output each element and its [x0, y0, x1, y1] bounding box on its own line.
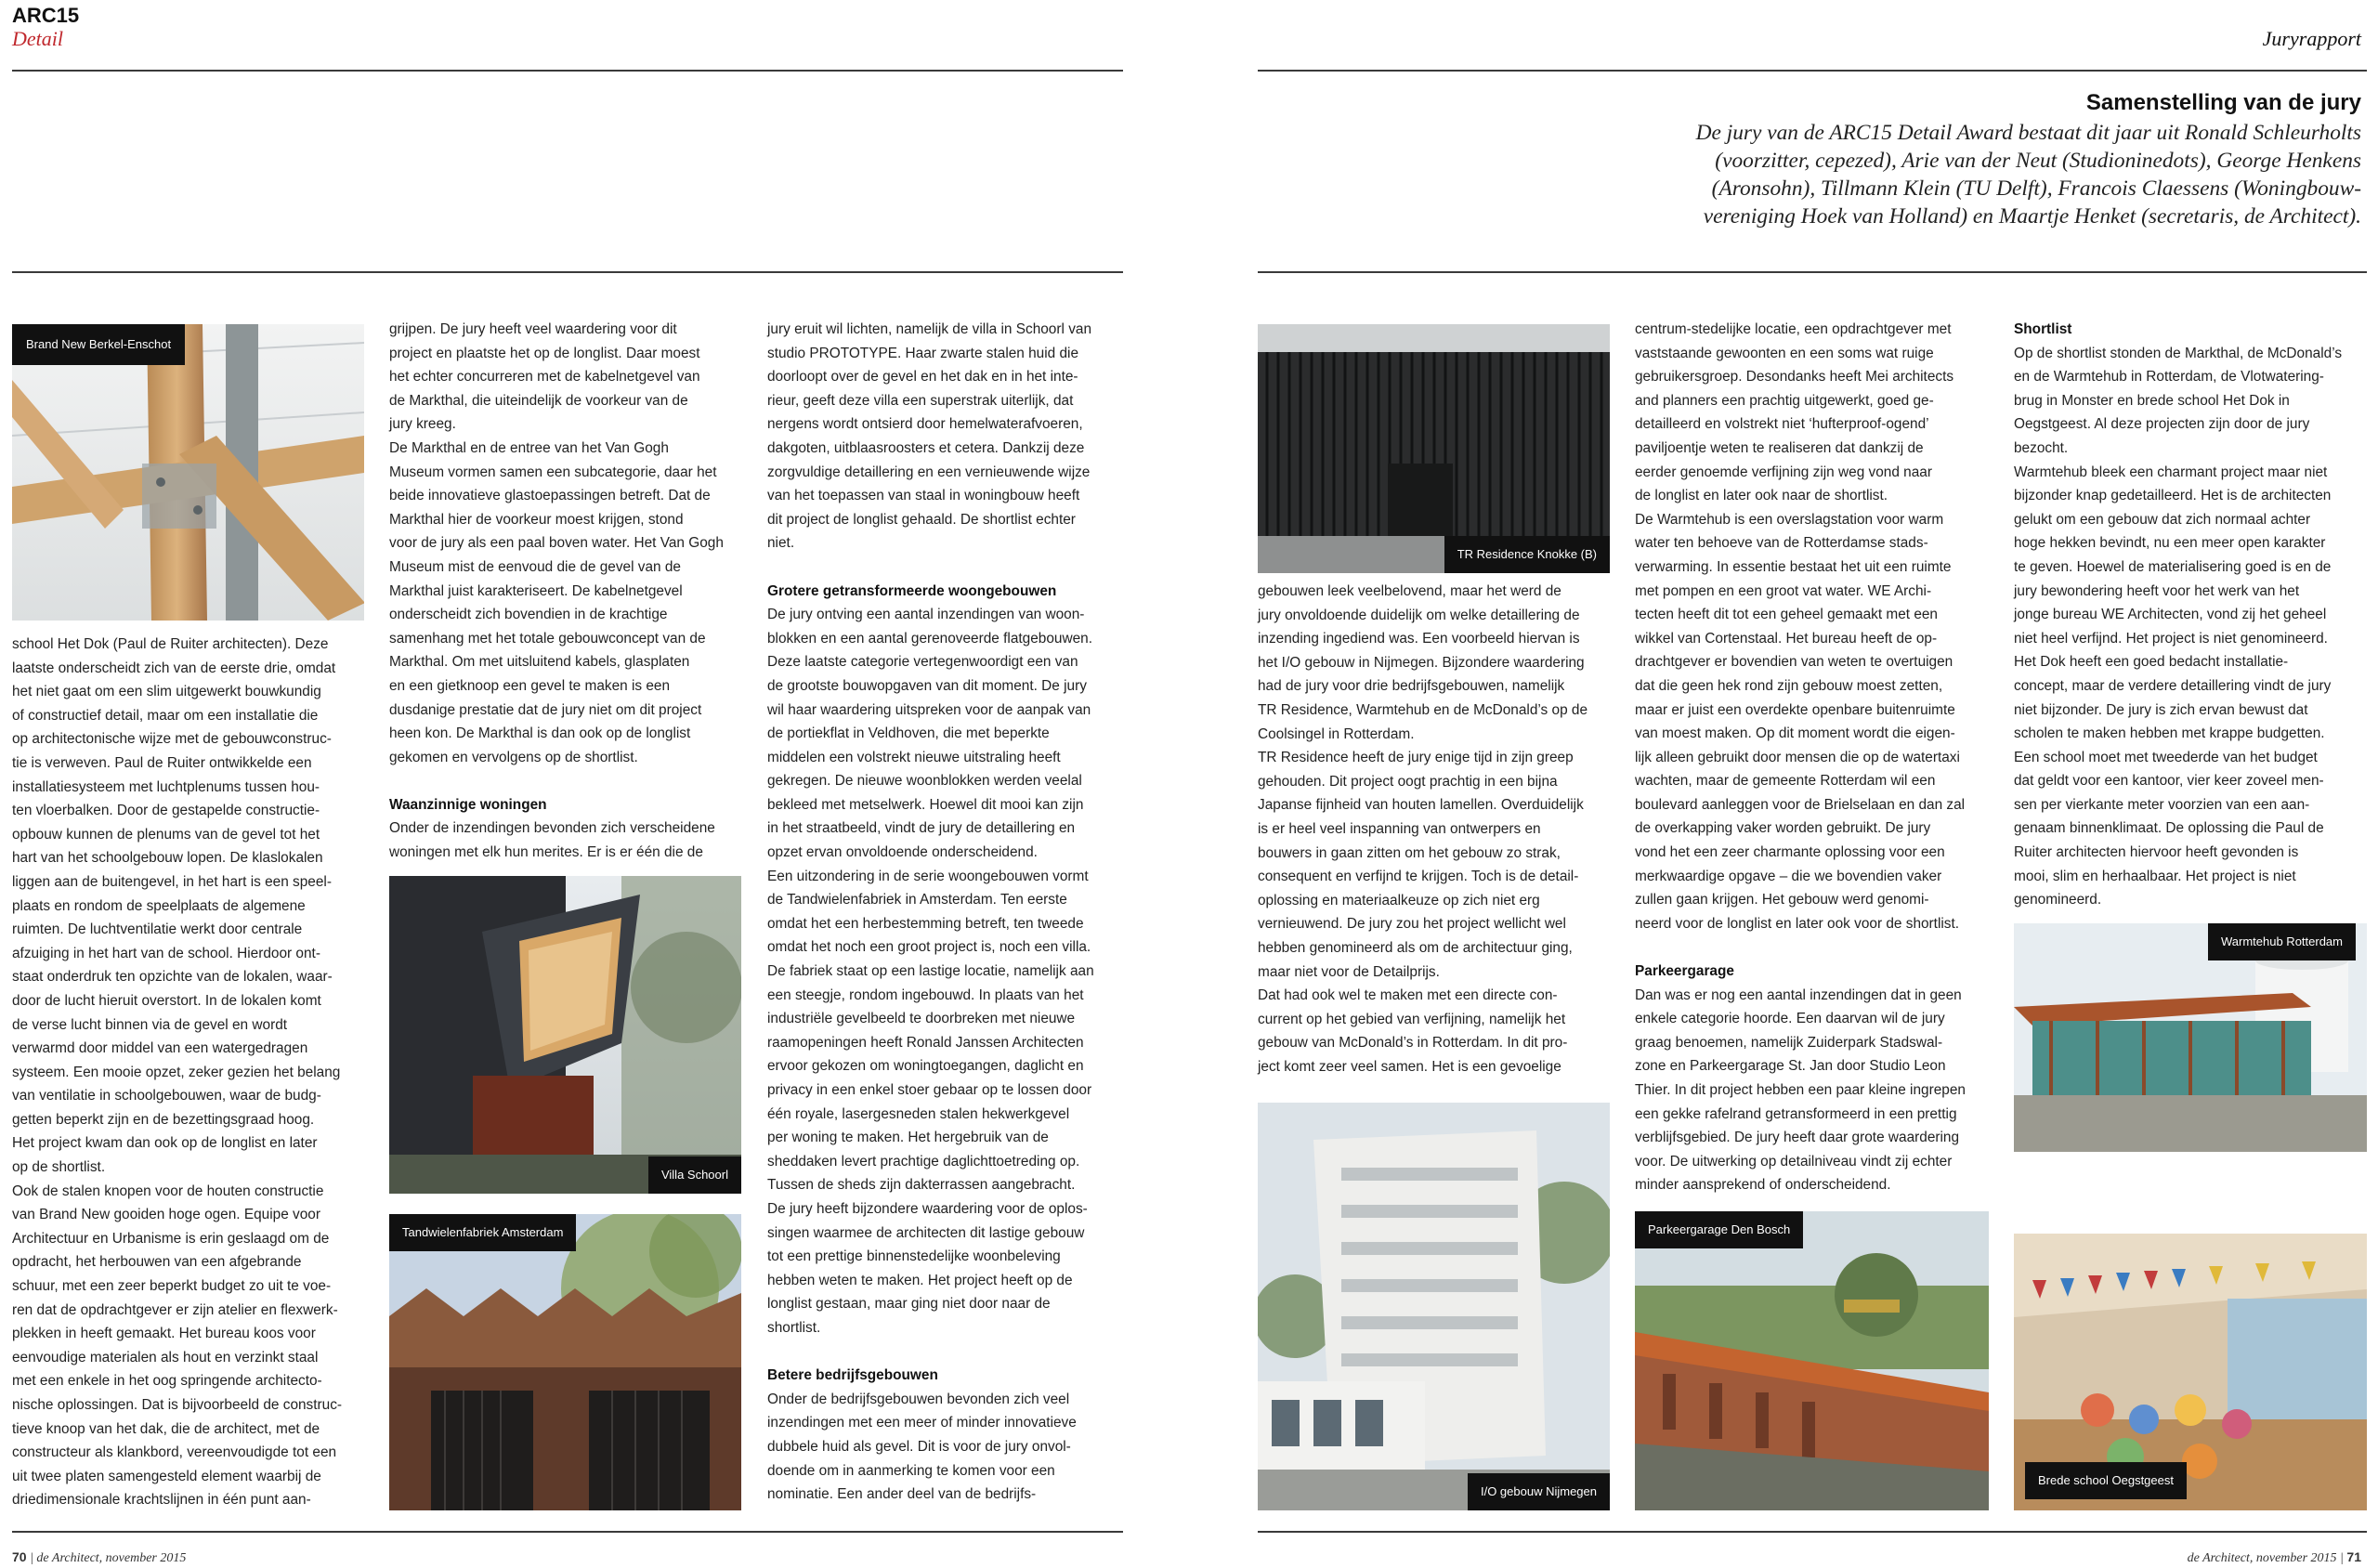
section-label: Detail — [12, 27, 63, 50]
text-line: oplossing en materiaalkeuze op zich niet erg — [1258, 892, 1540, 908]
text-line: studio PROTOTYPE. Haar zwarte stalen huid die — [767, 345, 1079, 361]
text-line: shortlist. — [767, 1319, 821, 1336]
text-line: hart van het schoolgebouw lopen. De klaslokalen — [12, 850, 323, 867]
text-column-5 — [1635, 318, 1993, 1197]
text-line: niet. — [767, 535, 795, 552]
text-line: project en plaatste het op de longlist. Daar moest — [389, 345, 700, 361]
text-line: paviljoentje weten te realiseren dat dankzij de — [1635, 439, 1924, 456]
text-line: bezocht. — [2014, 439, 2069, 456]
text-line: jury kreeg. — [389, 416, 456, 433]
caption-warmtehub: Warmtehub Rotterdam — [2208, 923, 2356, 960]
text-column-3 — [767, 318, 1125, 1507]
subheading: Parkeergarage — [1635, 963, 1734, 980]
text-line: drachtgever er bovendien van weten te overtuigen — [1635, 654, 1953, 671]
subheading: Waanzinnige woningen — [389, 796, 547, 813]
text-line: longlist gestaan, maar ging niet door naar de — [767, 1296, 1051, 1313]
text-line: blokken en een aantal gerenoveerde flatgebouwen. — [767, 630, 1092, 647]
text-line: gebruikersgroep. Desondanks heeft Mei architects — [1635, 369, 1954, 385]
text-line: met pompen en een groot vat water. WE Archi- — [1635, 582, 1932, 599]
text-line: Dat had ook wel te maken met een directe con- — [1258, 987, 1558, 1004]
text-column-1 — [12, 633, 370, 1512]
subheading: Shortlist — [2014, 321, 2072, 337]
text-line: het echter concurreren met de kabelnetgevel van — [389, 369, 700, 385]
body-paragraph — [2014, 342, 2371, 912]
text-line: vernieuwend. De jury zou het project wellicht wel — [1258, 916, 1566, 933]
text-line: bijzonder knap gedetailleerd. Het is de architecten — [2014, 488, 2332, 504]
text-line: boulevard aanleggen voor de Brielselaan en dan zal — [1635, 796, 1966, 813]
caption-io-gebouw: I/O gebouw Nijmegen — [1468, 1473, 1610, 1510]
text-line: wikkel van Cortenstaal. Het bureau heeft de op- — [1635, 630, 1938, 647]
text-line: maar er juist een overdekte openbare buitenruimte — [1635, 701, 1955, 718]
body-paragraph — [1635, 984, 1993, 1197]
text-line: de grootste bouwopgaven van dit moment. De jury — [767, 677, 1087, 694]
text-line: dusdanige prestatie dat de jury niet om dit project — [389, 701, 702, 718]
body-paragraph — [1635, 318, 1993, 935]
text-line: rieur, geeft deze villa een superstrak uiterlijk, dat — [767, 392, 1074, 409]
text-line: en een gietknoop een gevel te maken is een — [389, 677, 671, 694]
text-line: neerd voor de longlist en later ook voor de shortlist. — [1635, 915, 1960, 932]
subheading: Grotere getransformeerde woongebouwen — [767, 582, 1057, 599]
text-line: Een uitzondering in de serie woongebouwen vormt — [767, 868, 1089, 884]
text-line: jury onvoldoende duidelijk om welke detaillering de — [1258, 607, 1580, 623]
body-paragraph — [12, 633, 370, 1512]
caption-brede-school: Brede school Oegstgeest — [2025, 1462, 2187, 1499]
text-line: schuur, met een zeer beperkt budget zo uit te voe- — [12, 1278, 332, 1295]
text-line: centrum-stedelijke locatie, een opdrachtgever met — [1635, 321, 1952, 337]
text-line: De fabriek staat op een lastige locatie, namelijk aan — [767, 963, 1094, 980]
text-line: dat die geen hek rond zijn gebouw moest zetten, — [1635, 677, 1943, 694]
text-line: systeem. Een mooie opzet, zeker gezien het belang — [12, 1064, 341, 1080]
text-line: De jury ontving een aantal inzendingen van woon- — [767, 607, 1085, 623]
text-line: afzuiging in het hart van de school. Hierdoor ont- — [12, 945, 320, 961]
text-line: te geven. Hoewel de materialisering goed is en de — [2014, 558, 2332, 575]
text-line: door de lucht hieruit overstort. In de lokalen komt — [12, 992, 321, 1009]
text-line: hebben weten te maken. Het project heeft op de — [767, 1272, 1073, 1288]
text-line: verwarmd door middel van een watergedragen — [12, 1040, 308, 1057]
jury-text — [1525, 119, 2361, 230]
text-line: Oegstgeest. Al deze projecten zijn door de jury — [2014, 416, 2310, 433]
text-line: industriële gevelbeeld te doorbreken met nieuwe — [767, 1011, 1076, 1027]
text-line: genomineerd. — [2014, 892, 2102, 908]
text-line: ervoor gekozen om woningtoegangen, daglicht en — [767, 1058, 1084, 1075]
text-line: tie is verweven. Paul de Ruiter ontwikkelde een — [12, 754, 312, 771]
text-line: merkwaardige opgave – die we bovendien vaker — [1635, 868, 1942, 884]
text-line: niet heel verfijnd. Het project is niet genomineerd. — [2014, 630, 2328, 647]
text-line: dat geldt voor een kantoor, vier keer zoveel men- — [2014, 773, 2324, 790]
text-line: de Tandwielenfabriek in Amsterdam. Ten eerste — [767, 892, 1067, 908]
text-line: constructeur als klankbord, vereenvoudigde tot een — [12, 1444, 337, 1461]
text-line: De Warmtehub is een overslagstation voor warm — [1635, 511, 1944, 528]
text-line: gebouw van McDonald’s in Rotterdam. In dit pro- — [1258, 1035, 1568, 1052]
text-line: gekregen. De nieuwe woonblokken werden veelal — [767, 773, 1082, 790]
page-number-left: 70 — [12, 1549, 27, 1564]
text-line: van moest maken. Op dit moment wordt die eigen- — [1635, 725, 1955, 742]
text-line: enkele categorie hoorde. Een daarvan wil de jury — [1635, 1011, 1945, 1027]
text-line: lijk alleen gebruikt door mensen die op de watertaxi — [1635, 749, 1960, 765]
text-line: middelen een volstrekt nieuwe uitstraling heeft — [767, 749, 1061, 765]
footer-right — [2188, 1549, 2361, 1567]
text-line: gelukt om een gebouw dat zich normaal achter — [2014, 511, 2311, 528]
text-line: van ventilatie in schoolgebouwen, waar de budg- — [12, 1088, 321, 1104]
text-line: bouwers in gaan zitten om het gebouw zo strak, — [1258, 844, 1561, 861]
photo-tr-residence — [1258, 324, 1610, 573]
text-line: of constructief detail, maar om een installatie die — [12, 707, 319, 724]
text-line: bekleed met metselwerk. Hoewel dit mooi kan zijn — [767, 796, 1084, 813]
text-line: installatiesysteem met luchtplenums tussen hou- — [12, 778, 320, 795]
text-line: Warmtehub bleek een charmant project maar niet — [2014, 464, 2328, 480]
text-line: raamopeningen heeft Ronald Janssen Architecten — [767, 1034, 1084, 1051]
text-line: sen per vierkante meter voorzien van een aan- — [2014, 796, 2310, 813]
text-line: de longlist en later ook naar de shortlist. — [1635, 488, 1888, 504]
text-line: TR Residence heeft de jury enige tijd in zijn greep — [1258, 750, 1574, 766]
photo-parkeergarage — [1635, 1211, 1989, 1510]
text-line: nergens wordt ontsierd door hemelwaterafvoeren, — [767, 416, 1083, 433]
text-line: and planners een prachtig uitgewerkt, goed ge- — [1635, 392, 1934, 409]
text-line: inzending ingediend was. Een voorbeeld hiervan is — [1258, 631, 1580, 647]
body-paragraph — [389, 318, 747, 769]
text-line: wil haar waardering uitspreken voor de aanpak van — [767, 701, 1091, 718]
text-line: liggen aan de buitengevel, in het hart is een speel- — [12, 873, 332, 890]
text-line: brug in Monster en brede school Het Dok in — [2014, 392, 2290, 409]
text-line: jury eruit wil lichten, namelijk de villa in Schoorl van — [767, 321, 1092, 337]
text-line: ten vloerbalken. Door de gestapelde constructie- — [12, 803, 320, 819]
section-rule-left — [12, 271, 1123, 273]
text-line: nische oplossingen. Dat is bijvoorbeeld de construc- — [12, 1397, 343, 1413]
text-line: vond het een zeer charmante oplossing voor een — [1635, 844, 1945, 861]
jury-line: vereniging Hoek van Holland) en Maartje Henket (secretaris, de Architect). — [1703, 204, 2361, 229]
body-paragraph — [767, 1388, 1125, 1507]
text-line: maar niet voor de Detailprijs. — [1258, 963, 1440, 980]
text-line: vaststaande gewoonten en een soms wat ruige — [1635, 345, 1934, 361]
text-line: in het straatbeeld, vindt de jury de detaillering en — [767, 820, 1076, 837]
text-line: omdat het noch een groot project is, noch een villa. — [767, 939, 1091, 956]
text-line: de overkapping vaker worden gebruikt. De jury — [1635, 820, 1931, 837]
text-line: woningen met elk hun merites. Er is er één die de — [389, 844, 703, 861]
text-line: Onder de bedrijfsgebouwen bevonden zich veel — [767, 1391, 1070, 1407]
text-line: eerder genoemde verfijning zijn weg vond naar — [1635, 464, 1932, 480]
text-line: gebouwen leek veelbelovend, maar het werd de — [1258, 583, 1561, 599]
text-line: verwarming. In essentie bestaat het uit een ruimte — [1635, 558, 1952, 575]
text-line: detailleerd en volstrekt niet ‘hufterproof-ogend’ — [1635, 416, 1929, 433]
text-line: Markthal juist karakteriseert. De kabelnetgevel — [389, 582, 683, 599]
photo-tandwielenfabriek — [389, 1214, 741, 1510]
text-line: had de jury voor drie bedrijfsgebouwen, namelijk — [1258, 678, 1565, 695]
subheading: Betere bedrijfsgebouwen — [767, 1367, 938, 1384]
text-line: eenvoudige materialen als hout en verzinkt staal — [12, 1349, 319, 1365]
text-line: nominatie. Een ander deel van de bedrijfs- — [767, 1486, 1037, 1503]
text-line: grijpen. De jury heeft veel waardering voor dit — [389, 321, 677, 337]
jury-line: (voorzitter, cepezed), Arie van der Neut (Studioninedots), George Henkens — [1715, 149, 2361, 173]
text-line: current op het gebied van verfijning, namelijk het — [1258, 1011, 1566, 1027]
text-column-2 — [389, 318, 747, 865]
text-line: doorloopt over de gevel en het dak en in het inte- — [767, 369, 1078, 385]
jury-title: Samenstelling van de jury — [2085, 90, 2361, 115]
text-line: Dan was er nog een aantal inzendingen dat in geen — [1635, 987, 1962, 1003]
text-line: ren dat de opdrachtgever er zijn atelier en flexwerk- — [12, 1301, 338, 1318]
text-line: Thier. In dit project hebben een paar kleine ingrepen — [1635, 1082, 1966, 1098]
header-rule-right — [1258, 70, 2367, 72]
text-line: zullen gaan krijgen. Het gebouw werd genomi- — [1635, 892, 1929, 908]
footer-left — [12, 1549, 186, 1567]
jury-line: De jury van de ARC15 Detail Award bestaat dit jaar uit Ronald Schleurholts — [1695, 121, 2361, 145]
text-line: Markthal. Om met uitsluitend kabels, glasplaten — [389, 654, 690, 671]
text-line: de verse lucht binnen via de gevel en wordt — [12, 1016, 288, 1033]
text-line: niet bijzonder. De jury is zich ervan bewust dat — [2014, 701, 2308, 718]
text-line: De Markthal en de entree van het Van Gogh — [389, 439, 669, 456]
text-line: verblijfsgebied. De jury heeft daar grote waardering — [1635, 1130, 1960, 1146]
section-rule-right — [1258, 271, 2367, 273]
footer-right-text: de Architect, november 2015 | — [2187, 1551, 2347, 1565]
text-column-6 — [2014, 318, 2371, 912]
text-line: Museum vormen samen een subcategorie, daar het — [389, 464, 717, 480]
text-line: consequent en verfijnd te krijgen. Toch is de detail- — [1258, 869, 1579, 885]
text-line: laatste onderscheidt zich van de eerste drie, omdat — [12, 660, 336, 676]
text-line: gehouden. Dit project oogt prachtig in een bijna — [1258, 773, 1558, 790]
jury-line: (Aronsohn), Tillmann Klein (TU Delft), Francois Claessens (Woningbouw- — [1711, 176, 2361, 201]
header-rule-left — [12, 70, 1123, 72]
text-line: een steegje, rondom ingebouwd. In plaats van het — [767, 987, 1084, 1003]
text-line: school Het Dok (Paul de Ruiter architecten). Deze — [12, 636, 329, 652]
text-line: opbouw kunnen de plenums van de gevel tot het — [12, 826, 320, 843]
magazine-label: ARC15 — [12, 4, 80, 27]
text-line: tieve knoop van het dak, die de architect, met de — [12, 1420, 320, 1437]
text-line: Tussen de sheds zijn dakterrassen aangebracht. — [767, 1177, 1076, 1194]
text-line: het I/O gebouw in Nijmegen. Bijzondere waardering — [1258, 654, 1585, 671]
text-line: Architectuur en Urbanisme is erin geslaagd om de — [12, 1230, 330, 1247]
text-line: op de shortlist. — [12, 1159, 106, 1176]
text-line: mooi, slim en herhaalbaar. Het project is niet — [2014, 868, 2296, 884]
text-line: sheddaken levert prachtige daglichttoetreding op. — [767, 1153, 1080, 1169]
text-line: dakgoten, uitblaasroosters et cetera. Dankzij deze — [767, 439, 1085, 456]
photo-brand-new — [12, 324, 364, 621]
text-line: concept, maar de verdere detaillering vindt de jury — [2014, 677, 2332, 694]
text-line: omdat het een herbestemming betreft, ten tweede — [767, 915, 1084, 932]
paragraph-gap — [1635, 935, 1993, 960]
text-line: tot een prettige binnenstedelijke woonbeleving — [767, 1248, 1061, 1265]
text-line: uit twee platen samengesteld element waarbij de — [12, 1468, 321, 1484]
photo-brede-school — [2014, 1234, 2367, 1510]
text-line: Het Dok heeft een goed bedacht installatie- — [2014, 654, 2289, 671]
footer-left-text: | de Architect, november 2015 — [26, 1551, 187, 1565]
text-column-4 — [1258, 580, 1615, 1078]
text-line: Een school moet met tweederde van het budget — [2014, 749, 2318, 765]
section-label-right: Juryrapport — [2262, 27, 2361, 50]
text-line: ject komt zeer veel samen. Het is een gevoelige — [1258, 1058, 1561, 1075]
text-line: hebben genomineerd als om de architectuur ging, — [1258, 939, 1573, 956]
footer-rule-left — [12, 1531, 1123, 1533]
text-line: water ten behoeve van de Rotterdamse stads- — [1635, 535, 1928, 552]
paragraph-gap — [389, 769, 747, 793]
text-line: Op de shortlist stonden de Markthal, de McDonald’s — [2014, 345, 2343, 361]
text-line: staat onderdruk ten opzichte van de lokalen, waar- — [12, 969, 333, 986]
text-line: gekomen en vervolgens op de shortlist. — [389, 749, 638, 765]
text-line: dit project de longlist gehaald. De shortlist echter — [767, 511, 1076, 528]
text-line: graag benoemen, namelijk Zuiderpark Stadswal- — [1635, 1034, 1943, 1051]
text-line: minder aansprekend of onderscheidend. — [1635, 1177, 1891, 1194]
text-line: op architectonische wijze met de gebouwconstruc- — [12, 731, 332, 748]
text-line: voor. De uitwerking op detailniveau vindt zij echter — [1635, 1153, 1953, 1169]
body-paragraph — [767, 603, 1125, 1339]
photo-villa-schoorl — [389, 876, 741, 1194]
text-line: heen kon. De Markthal is dan ook op de longlist — [389, 725, 691, 742]
text-line: Markthal hier de voorkeur moest krijgen, stond — [389, 511, 684, 528]
text-line: hoge hekken bevindt, nu een meer open karakter — [2014, 535, 2326, 552]
text-line: voor de jury als een paal boven water. Het Van Gogh — [389, 535, 724, 552]
text-line: singen waarmee de architecten dit lastige gebouw — [767, 1224, 1085, 1241]
text-line: en de Warmtehub in Rotterdam, de Vlotwatering- — [2014, 369, 2324, 385]
text-line: Deze laatste categorie vertegenwoordigt een van — [767, 654, 1078, 671]
caption-tandwielenfabriek: Tandwielenfabriek Amsterdam — [389, 1214, 576, 1251]
text-line: TR Residence, Warmtehub en de McDonald’s op de — [1258, 701, 1588, 718]
text-line: plaats en rondom de speelplaats de algemene — [12, 897, 306, 914]
text-line: jury bewondering heeft voor het werk van het — [2014, 582, 2300, 599]
photo-io-gebouw — [1258, 1103, 1610, 1510]
caption-brand-new: Brand New Berkel-Enschot — [12, 324, 185, 365]
text-line: het niet gaat om een slim uitgewerkt bouwkundig — [12, 684, 321, 700]
text-line: scholen te maken hebben met krappe budgetten. — [2014, 725, 2325, 742]
text-line: plekken in heeft gemaakt. Het bureau koos voor — [12, 1326, 316, 1342]
paragraph-gap — [767, 1340, 1125, 1365]
text-line: Onder de inzendingen bevonden zich verscheidene — [389, 820, 715, 837]
text-line: is er heel veel inspanning van ontwerpers en — [1258, 820, 1541, 837]
text-line: een gekke rafelrand getransformeerd in een prettig — [1635, 1105, 1957, 1122]
text-line: zone en Parkeergarage St. Jan door Studio Leon — [1635, 1058, 1946, 1075]
text-line: inzendingen met een meer of minder innovatieve — [767, 1415, 1077, 1431]
caption-parkeergarage: Parkeergarage Den Bosch — [1635, 1211, 1803, 1248]
text-line: Coolsingel in Rotterdam. — [1258, 725, 1415, 742]
paragraph-gap — [767, 555, 1125, 580]
text-line: dubbele huid als gevel. Dit is voor de jury onvol- — [767, 1438, 1071, 1455]
text-line: Het project kwam dan ook op de longlist en later — [12, 1135, 318, 1152]
text-line: beide innovatieve glastoepassingen betreft. Dat de — [389, 488, 711, 504]
footer-rule-right — [1258, 1531, 2367, 1533]
text-line: Museum mist de eenvoud die de gevel van de — [389, 558, 681, 575]
text-line: opdracht, het herbouwen van een afgebrande — [12, 1254, 302, 1271]
caption-villa-schoorl: Villa Schoorl — [648, 1156, 741, 1194]
text-line: zorgvuldige detaillering en een vernieuwende wijze — [767, 464, 1091, 480]
text-line: de Markthal, die uiteindelijk de voorkeur van de — [389, 392, 688, 409]
text-line: van Brand New gooiden hoge ogen. Equipe voor — [12, 1207, 320, 1223]
text-line: Ook de stalen knopen voor de houten constructie — [12, 1183, 324, 1199]
text-line: onderscheidt zich bovendien in de krachtige — [389, 607, 668, 623]
text-line: per woning te maken. Het hergebruik van de — [767, 1130, 1049, 1146]
text-line: privacy in een enkel stoer gebaar op te lossen door — [767, 1082, 1092, 1098]
body-paragraph — [767, 318, 1125, 555]
page-number-right: 71 — [2346, 1549, 2361, 1564]
text-line: ruimten. De luchtventilatie werkt door centrale — [12, 921, 303, 938]
text-line: de portiekflat in Veldhoven, die met beperkte — [767, 725, 1050, 742]
text-line: Japanse fijnheid van houten lamellen. Overduidelijk — [1258, 797, 1584, 814]
body-paragraph — [1258, 580, 1615, 1078]
text-line: De jury heeft bijzondere waardering voor de oplos- — [767, 1200, 1088, 1217]
text-line: van het toepassen van staal in woningbouw heeft — [767, 488, 1080, 504]
text-line: samenhang met het totale gebouwconcept van de — [389, 630, 706, 647]
text-line: wachten, maar de gemeente Rotterdam wil een — [1635, 773, 1936, 790]
text-line: één royale, lasergesneden stalen hekwerkgevel — [767, 1105, 1070, 1122]
body-paragraph — [389, 817, 747, 864]
text-line: genaam binnenklimaat. De oplossing die Paul de — [2014, 820, 2324, 837]
text-line: getten beperkt zijn en de bezettingsgraad hoog. — [12, 1111, 315, 1128]
text-line: met een enkele in het oog springende architecto- — [12, 1373, 322, 1390]
text-line: jonge bureau WE Architecten, vond zij het geheel — [2014, 607, 2327, 623]
photo-warmtehub — [2014, 923, 2367, 1152]
text-line: tecten heeft dit tot een geheel gemaakt met een — [1635, 607, 1938, 623]
caption-tr-residence: TR Residence Knokke (B) — [1444, 536, 1610, 573]
text-line: opzet ervan onvoldoende onderscheidend. — [767, 844, 1038, 861]
text-line: Ruiter architecten hiervoor heeft gevonden is — [2014, 844, 2299, 861]
text-line: driedimensionale krachtslijnen in één punt aan- — [12, 1492, 311, 1509]
text-line: doende om in aanmerking te komen voor een — [767, 1462, 1055, 1479]
